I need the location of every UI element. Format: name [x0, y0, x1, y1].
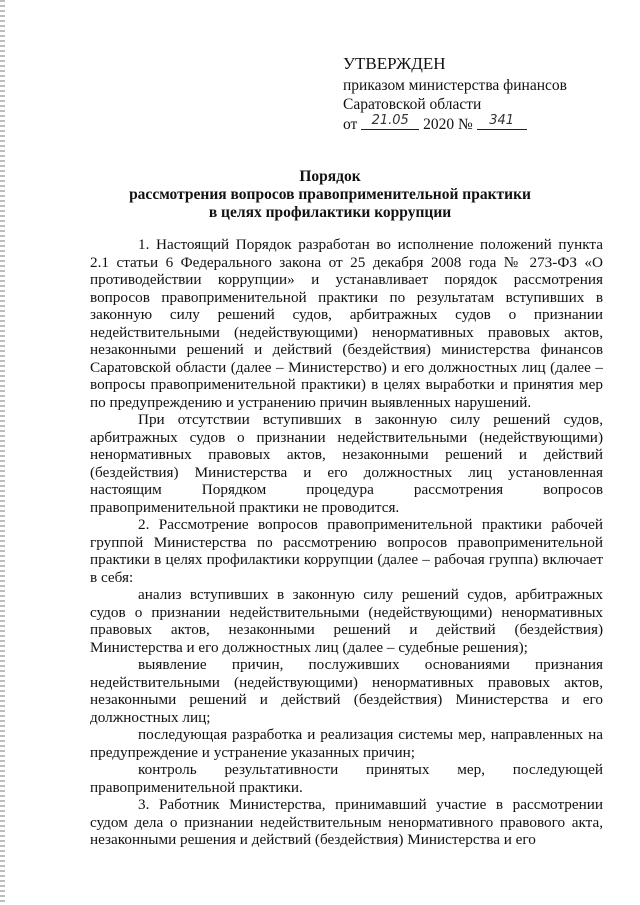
handwritten-number: 341 [489, 112, 515, 128]
document-body [90, 236, 603, 849]
date-prefix: от [343, 115, 358, 133]
handwritten-date: 21.05 [371, 112, 409, 128]
approval-block [343, 54, 623, 134]
paragraph: 1. Настоящий Порядок разработан во исполнение положений пункта 2.1 статьи 6 Федерального закона от 25 декабря 2008 года № 273-ФЗ «О противодействии коррупции» и устанавливает порядок рассмотрения вопросов правоприменительной практики по результатам вступивших в законную силу решений судов, арбитражных судов о признании недействительными (недействующими) ненормативных правовых актов, незаконными решений и действий (бездействия) министерства финансов Саратовской области (далее – Министерство) и его должностных лиц (далее – вопросы правоприменительной практики) в целях выработки и принятия мер по предупреждению и устранению причин выявленных нарушений. [90, 236, 603, 411]
approval-line-2: Саратовской области [343, 96, 482, 113]
paragraph: анализ вступивших в законную силу решений судов, арбитражных судов о признании недействительными (недействующими) ненормативных правовых актов, незаконными решений и действий (бездействия) Министерства и его должностных лиц (далее – судебные решения); [90, 586, 603, 656]
paragraph: 3. Работник Министерства, принимавший участие в рассмотрении судом дела о признании недействительным ненормативного правового акта, незаконными решения и действий (бездействия) Министерства и его [90, 796, 603, 848]
document-heading [90, 168, 570, 222]
paragraph: 2. Рассмотрение вопросов правоприменительной практики рабочей группой Министерства по рассмотрению вопросов правоприменительной практики в целях профилактики коррупции (далее – рабочая группа) включает в себя: [90, 516, 603, 586]
paragraph: последующая разработка и реализация системы мер, направленных на предупреждение и устранение указанных причин; [90, 726, 603, 761]
number-blank [477, 112, 527, 130]
heading-line-2: рассмотрения вопросов правоприменительной практики [129, 186, 531, 203]
paragraph: контроль результативности принятых мер, последующей правоприменительной практики. [90, 761, 603, 796]
approval-line-1: приказом министерства финансов [343, 76, 567, 94]
approval-date-line [343, 112, 623, 135]
heading-line-1: Порядок [299, 168, 361, 185]
date-blank [361, 112, 419, 130]
date-year: 2020 № [423, 115, 473, 133]
heading-line-3: в целях профилактики коррупции [208, 204, 452, 221]
paragraph: выявление причин, послуживших основаниями признания недействительными (недействующими) ненормативных правовых актов, незаконными решений и действий (бездействия) Министерства и его должностных лиц; [90, 656, 603, 726]
paragraph: При отсутствии вступивших в законную силу решений судов, арбитражных судов о признании недействительными (недействующими) ненормативных правовых актов, незаконными решений и действий (бездействия) Министерства и его должностных лиц установленная настоящим Порядком процедура рассмотрения вопросов правоприменительной практики не проводится. [90, 411, 603, 516]
scan-edge [0, 0, 5, 905]
approval-title: УТВЕРЖДЕН [343, 54, 446, 73]
